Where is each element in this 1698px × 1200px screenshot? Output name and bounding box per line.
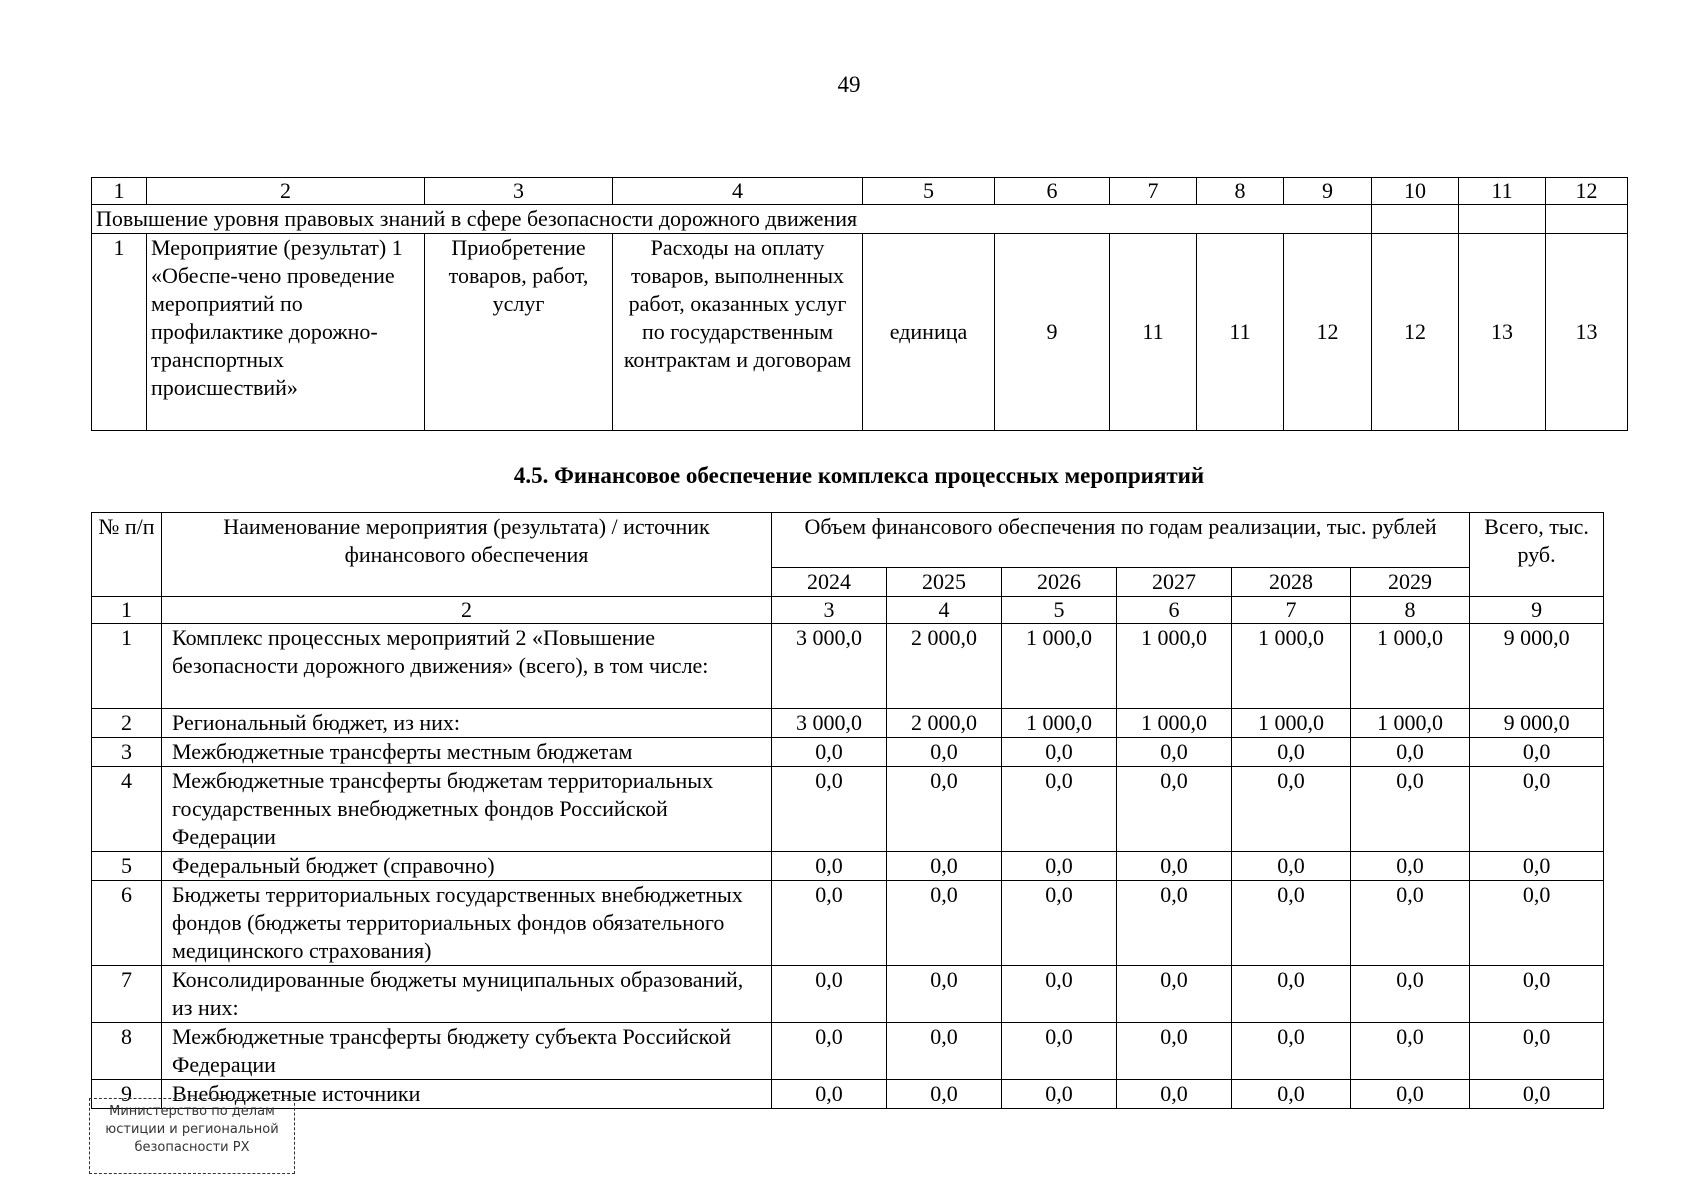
- table-row: [92, 1080, 1604, 1109]
- row-number: 8: [92, 1023, 162, 1080]
- indicators-table: [91, 177, 1628, 431]
- value-cell: 1 000,0: [1232, 624, 1351, 709]
- value-cell: 0,0: [1470, 1080, 1604, 1109]
- measure-type: Приобретение товаров, работ, услуг: [425, 234, 613, 431]
- value-cell: 0,0: [1117, 1080, 1232, 1109]
- row-number: 9: [92, 1080, 162, 1109]
- table-row: [92, 709, 1604, 738]
- value-cell: 11: [1197, 234, 1284, 431]
- value-cell: 1 000,0: [1351, 624, 1470, 709]
- value-cell: 0,0: [887, 767, 1002, 852]
- value-cell: 0,0: [1470, 966, 1604, 1023]
- value-cell: 0,0: [1470, 852, 1604, 881]
- col-num-7: 7: [1110, 178, 1197, 205]
- header-num: № п/п: [92, 513, 162, 597]
- value-cell: 11: [1110, 234, 1197, 431]
- value-cell: 0,0: [1232, 1080, 1351, 1109]
- table-row: [92, 234, 1628, 431]
- value-cell: 9 000,0: [1470, 624, 1604, 709]
- value-cell: 0,0: [1470, 881, 1604, 966]
- year-cell: 2029: [1351, 568, 1470, 597]
- value-cell: 0,0: [1117, 881, 1232, 966]
- value-cell: 0,0: [1351, 738, 1470, 767]
- value-cell: 0,0: [887, 852, 1002, 881]
- table-row: [92, 852, 1604, 881]
- value-cell: 0,0: [772, 738, 887, 767]
- value-cell: 0,0: [1470, 738, 1604, 767]
- row-name: Межбюджетные трансферты бюджетам территориальных государственных внебюджетных фондов Российской Федерации: [162, 767, 772, 852]
- header-name: Наименование мероприятия (результата) / источник финансового обеспечения: [162, 513, 772, 597]
- page-number: 49: [837, 72, 861, 97]
- value-cell: 0,0: [1232, 767, 1351, 852]
- column-number-row: [92, 597, 1604, 624]
- value-cell: 0,0: [1002, 852, 1117, 881]
- col-num: 2: [162, 597, 772, 624]
- row-number: 3: [92, 738, 162, 767]
- unit: единица: [863, 234, 995, 431]
- row-name: Межбюджетные трансферты местным бюджетам: [162, 738, 772, 767]
- row-number: 1: [92, 234, 147, 431]
- value-cell: 0,0: [1002, 767, 1117, 852]
- value-cell: 0,0: [772, 1023, 887, 1080]
- value-cell: 0,0: [1470, 767, 1604, 852]
- value-cell: 0,0: [1232, 881, 1351, 966]
- col-num-10: 10: [1372, 178, 1459, 205]
- col-num: 7: [1232, 597, 1351, 624]
- col-num: 9: [1470, 597, 1604, 624]
- value-cell: 3 000,0: [772, 624, 887, 709]
- section-row: [92, 205, 1628, 234]
- value-cell: 0,0: [772, 767, 887, 852]
- year-cell: 2027: [1117, 568, 1232, 597]
- value-cell: 0,0: [1351, 966, 1470, 1023]
- measure-name: Мероприятие (результат) 1 «Обеспе-чено проведение мероприятий по профилактике дорожно-транспортных происшествий»: [147, 234, 425, 431]
- row-name: Региональный бюджет, из них:: [162, 709, 772, 738]
- stamp-line: безопасности РХ: [134, 1140, 250, 1155]
- year-cell: 2025: [887, 568, 1002, 597]
- measure-description: Расходы на оплату товаров, выполненных работ, оказанных услуг по государственным контрактам и договорам: [613, 234, 863, 431]
- value-cell: 0,0: [772, 852, 887, 881]
- value-cell: 1 000,0: [1002, 709, 1117, 738]
- year-cell: 2028: [1232, 568, 1351, 597]
- value-cell: 0,0: [772, 881, 887, 966]
- header-row: [92, 513, 1604, 568]
- section-title: Повышение уровня правовых знаний в сфере безопасности дорожного движения: [92, 205, 1372, 234]
- value-cell: 0,0: [1117, 966, 1232, 1023]
- value-cell: 1 000,0: [1117, 709, 1232, 738]
- value-cell: 0,0: [1117, 852, 1232, 881]
- row-name: Внебюджетные источники: [162, 1080, 772, 1109]
- value-cell: 0,0: [1117, 738, 1232, 767]
- col-num: 1: [92, 597, 162, 624]
- value-cell: 9: [995, 234, 1110, 431]
- row-number: 7: [92, 966, 162, 1023]
- table-row: [92, 738, 1604, 767]
- header-volume: Объем финансового обеспечения по годам реализации, тыс. рублей: [772, 513, 1470, 568]
- value-cell: 0,0: [1002, 738, 1117, 767]
- col-num-12: 12: [1546, 178, 1628, 205]
- col-num: 6: [1117, 597, 1232, 624]
- value-cell: 0,0: [887, 738, 1002, 767]
- value-cell: 9 000,0: [1470, 709, 1604, 738]
- col-num-4: 4: [613, 178, 863, 205]
- value-cell: 0,0: [1232, 966, 1351, 1023]
- table-row: [92, 966, 1604, 1023]
- row-number: 2: [92, 709, 162, 738]
- value-cell: 0,0: [887, 1080, 1002, 1109]
- value-cell: 2 000,0: [887, 709, 1002, 738]
- empty-cell: [1459, 205, 1546, 234]
- value-cell: 0,0: [1002, 1023, 1117, 1080]
- value-cell: 0,0: [772, 966, 887, 1023]
- value-cell: 12: [1284, 234, 1372, 431]
- value-cell: 0,0: [1351, 881, 1470, 966]
- value-cell: 1 000,0: [1117, 624, 1232, 709]
- value-cell: 0,0: [1002, 881, 1117, 966]
- row-number: 4: [92, 767, 162, 852]
- row-name: Бюджеты территориальных государственных внебюджетных фондов (бюджеты территориальных фондов обязательного медицинского страхования): [162, 881, 772, 966]
- row-name: Межбюджетные трансферты бюджету субъекта Российской Федерации: [162, 1023, 772, 1080]
- col-num-3: 3: [425, 178, 613, 205]
- value-cell: 0,0: [1117, 1023, 1232, 1080]
- registration-stamp: [89, 1098, 295, 1174]
- value-cell: 0,0: [1002, 966, 1117, 1023]
- value-cell: 3 000,0: [772, 709, 887, 738]
- col-num-2: 2: [147, 178, 425, 205]
- stamp-line: юстиции и региональной: [105, 1122, 279, 1137]
- value-cell: 1 000,0: [1351, 709, 1470, 738]
- empty-cell: [1546, 205, 1628, 234]
- value-cell: 0,0: [1351, 1023, 1470, 1080]
- year-cell: 2024: [772, 568, 887, 597]
- value-cell: 0,0: [887, 966, 1002, 1023]
- section-heading: 4.5. Финансовое обеспечение комплекса процессных мероприятий: [513, 463, 1205, 488]
- financing-rows: [92, 624, 1604, 1109]
- value-cell: 0,0: [1232, 738, 1351, 767]
- financing-table: [91, 512, 1604, 1109]
- table-row: [92, 767, 1604, 852]
- header-total: Всего, тыс. руб.: [1470, 513, 1604, 597]
- row-name: Федеральный бюджет (справочно): [162, 852, 772, 881]
- year-cell: 2026: [1002, 568, 1117, 597]
- row-number: 5: [92, 852, 162, 881]
- value-cell: 2 000,0: [887, 624, 1002, 709]
- value-cell: 0,0: [772, 1080, 887, 1109]
- value-cell: 0,0: [1117, 767, 1232, 852]
- col-num-5: 5: [863, 178, 995, 205]
- value-cell: 0,0: [1351, 767, 1470, 852]
- value-cell: 0,0: [887, 881, 1002, 966]
- value-cell: 0,0: [1351, 852, 1470, 881]
- col-num-11: 11: [1459, 178, 1546, 205]
- table-row: [92, 1023, 1604, 1080]
- value-cell: 0,0: [1351, 1080, 1470, 1109]
- row-name: Комплекс процессных мероприятий 2 «Повышение безопасности дорожного движения» (всего), в том числе:: [162, 624, 772, 709]
- value-cell: 1 000,0: [1002, 624, 1117, 709]
- empty-cell: [1372, 205, 1459, 234]
- col-num-6: 6: [995, 178, 1110, 205]
- col-num-8: 8: [1197, 178, 1284, 205]
- row-number: 6: [92, 881, 162, 966]
- value-cell: 0,0: [1002, 1080, 1117, 1109]
- stamp-line: Министерство по делам: [109, 1104, 275, 1119]
- row-number: 1: [92, 624, 162, 709]
- row-name: Консолидированные бюджеты муниципальных образований, из них:: [162, 966, 772, 1023]
- column-number-row: [92, 178, 1628, 205]
- col-num: 8: [1351, 597, 1470, 624]
- value-cell: 12: [1372, 234, 1459, 431]
- col-num: 3: [772, 597, 887, 624]
- value-cell: 13: [1546, 234, 1628, 431]
- col-num: 4: [887, 597, 1002, 624]
- value-cell: 0,0: [1232, 1023, 1351, 1080]
- table-row: [92, 624, 1604, 709]
- value-cell: 13: [1459, 234, 1546, 431]
- col-num-9: 9: [1284, 178, 1372, 205]
- col-num-1: 1: [92, 178, 147, 205]
- value-cell: 0,0: [1232, 852, 1351, 881]
- table-row: [92, 881, 1604, 966]
- value-cell: 0,0: [887, 1023, 1002, 1080]
- value-cell: 0,0: [1470, 1023, 1604, 1080]
- col-num: 5: [1002, 597, 1117, 624]
- value-cell: 1 000,0: [1232, 709, 1351, 738]
